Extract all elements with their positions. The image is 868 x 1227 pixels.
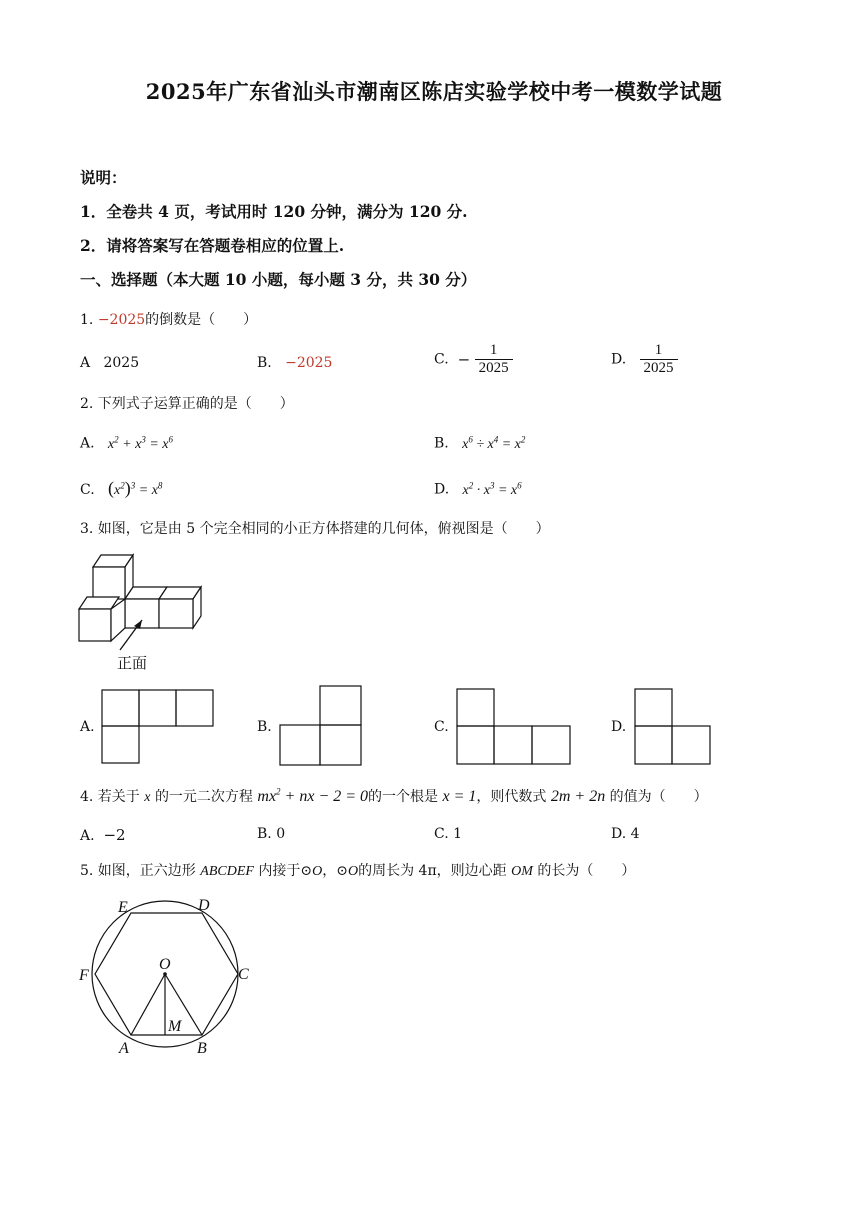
text-fragment: 的一个根是 xyxy=(368,789,439,805)
q3-option-b-label[interactable]: B. xyxy=(257,719,272,735)
option-value: −2 xyxy=(103,826,126,844)
cube-solid-figure xyxy=(78,550,208,640)
option-label: C. xyxy=(434,351,449,368)
q4-option-c[interactable]: C. 1 xyxy=(434,826,463,842)
question-1-expression: −2025 xyxy=(97,312,146,328)
formula: $x^6 \div x^4 = x^2$ xyxy=(462,434,526,452)
text-fragment: 内接于⊙ xyxy=(258,863,313,879)
numerator: 1 xyxy=(489,342,498,358)
q2-option-b[interactable] xyxy=(434,434,525,453)
q4-option-b[interactable]: B. 0 xyxy=(257,826,286,842)
point-label-a: A xyxy=(119,1040,129,1057)
point-label-b: B xyxy=(197,1040,207,1057)
point-label-m: M xyxy=(168,1018,182,1035)
question-1-text: 的倒数是（ ） xyxy=(145,312,258,328)
instructions-heading: 说明： xyxy=(80,168,127,187)
q1-option-d[interactable] xyxy=(611,342,678,377)
text-fragment: 的值为（ ） xyxy=(609,789,708,805)
q3-option-b-figure[interactable] xyxy=(279,685,363,767)
question-2-stem: 2. 下列式子运算正确的是（ ） xyxy=(80,396,294,412)
section-heading: 一、选择题（本大题 10 小题，每小题 3 分，共 30 分） xyxy=(80,270,477,289)
text-fragment: ，⊙ xyxy=(322,863,348,879)
text-fragment: 4. 若关于 xyxy=(80,789,140,805)
question-4-stem xyxy=(80,786,708,806)
formula: $x^2 + x^3 = x^6$ xyxy=(107,434,173,452)
denominator: 2025 xyxy=(475,359,513,377)
option-value: 2025 xyxy=(103,355,140,371)
segment-name: OM xyxy=(511,864,533,879)
instruction-item-1: 1．全卷共 4 页，考试用时 120 分钟，满分为 120 分. xyxy=(80,202,468,221)
point-label-e: E xyxy=(118,899,128,916)
q4-option-d[interactable]: D. 4 xyxy=(611,826,640,842)
option-label: D. xyxy=(611,351,627,368)
point-label-f: F xyxy=(79,967,89,984)
option-label: A. xyxy=(80,435,95,452)
text-fragment: 的周长为 4π，则边心距 xyxy=(358,863,507,879)
text-fragment: ，则代数式 xyxy=(476,789,547,805)
formula: $x^2 \cdot x^3 = x^6$ xyxy=(462,480,522,498)
formula: $(x^2)^3 = x^8$ xyxy=(108,478,163,498)
q1-option-b[interactable] xyxy=(257,355,332,371)
option-label: A. xyxy=(80,828,95,844)
q1-option-a[interactable] xyxy=(80,355,139,371)
option-label: B. xyxy=(257,355,272,371)
fraction xyxy=(475,342,513,377)
algebraic-expression: 2m + 2n xyxy=(550,788,606,805)
option-label: C. xyxy=(80,482,95,498)
option-label: B. xyxy=(434,435,449,452)
numerator: 1 xyxy=(654,342,663,358)
page-title: 2025年广东省汕头市潮南区陈店实验学校中考一模数学试题 xyxy=(145,79,723,104)
text-fragment: 的长为（ ） xyxy=(537,863,636,879)
point-label-c: C xyxy=(238,966,249,983)
equation: $mx^2$ + nx − 2 = 0 xyxy=(257,786,369,805)
front-label: 正面 xyxy=(117,654,148,672)
q2-option-d[interactable] xyxy=(434,480,522,499)
circle-name: O xyxy=(347,864,359,879)
variable: x xyxy=(144,790,151,805)
question-5-stem xyxy=(80,860,635,880)
denominator: 2025 xyxy=(640,359,678,377)
q3-option-d-figure[interactable] xyxy=(634,688,712,766)
option-label: D. xyxy=(434,481,450,498)
hexagon-in-circle-figure xyxy=(78,893,258,1058)
root: x = 1 xyxy=(442,788,477,805)
q1-option-c[interactable] xyxy=(434,342,513,377)
question-number: 1. xyxy=(80,312,94,328)
option-value: −2025 xyxy=(285,355,333,371)
hexagon-name: ABCDEF xyxy=(200,864,254,879)
q2-option-a[interactable] xyxy=(80,434,173,453)
point-label-d: D xyxy=(198,897,210,914)
q3-option-c-label[interactable]: C. xyxy=(434,719,449,735)
circle-name: O xyxy=(312,864,323,879)
q3-option-d-label[interactable]: D. xyxy=(611,719,627,735)
text-fragment: 5. 如图，正六边形 xyxy=(80,863,196,879)
text-fragment: 的一元二次方程 xyxy=(154,789,253,805)
q3-option-a-figure[interactable] xyxy=(101,689,215,765)
q2-option-c[interactable] xyxy=(80,478,162,499)
minus-sign: − xyxy=(457,350,471,369)
instruction-item-2: 2．请将答案写在答题卷相应的位置上. xyxy=(80,236,345,255)
option-label: A xyxy=(80,355,91,371)
question-1-stem xyxy=(80,309,257,329)
point-label-o: O xyxy=(159,956,171,973)
question-3-stem: 3. 如图，它是由 5 个完全相同的小正方体搭建的几何体，俯视图是（ ） xyxy=(80,521,550,537)
q3-option-a-label[interactable]: A. xyxy=(80,719,95,735)
q4-option-a[interactable] xyxy=(80,826,126,844)
fraction xyxy=(640,342,678,377)
q3-option-c-figure[interactable] xyxy=(456,688,572,766)
